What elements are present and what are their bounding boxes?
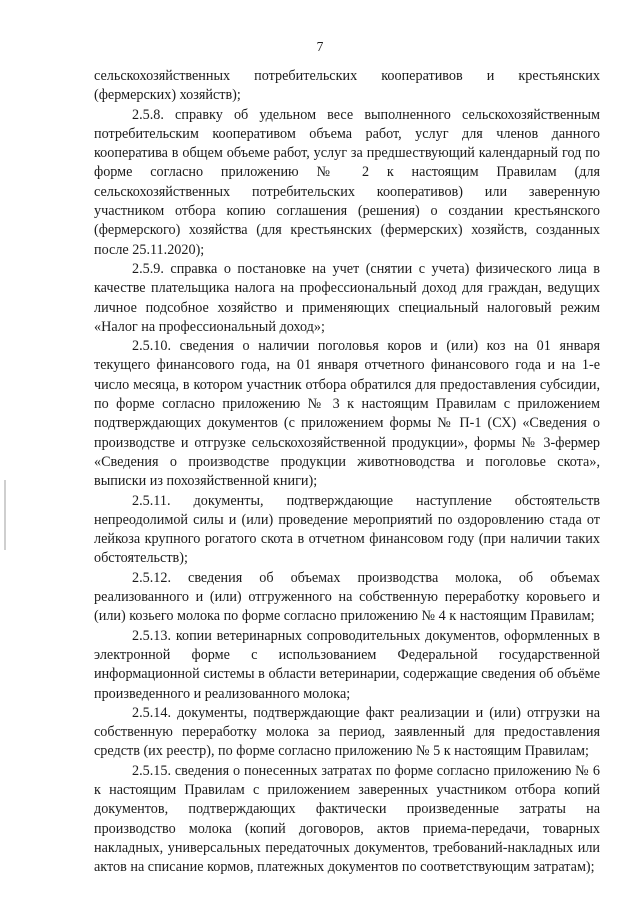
paragraph-2-5-13: 2.5.13. копии ветеринарных сопроводительных документов, оформленных в электронной форме с использованием Федеральной государственной информационной системы в области ветеринарии, содержащие сведения об объёме произведенного и реализованного молока; <box>94 627 600 702</box>
paragraph-2-5-10: 2.5.10. сведения о наличии поголовья коров и (или) коз на 01 января текущего финансового года, на 01 января отчетного финансового года и на 1-е число месяца, в котором участник отбора обратился для предоставления субсидии, по форме согласно приложению № 3 к настоящим Правилам с приложением подтверждающих документов (с приложением формы № П-1 (СХ) «Сведения о производстве и отгрузке сельскохозяйственной продукции», формы № 3-фермер «Сведения о производстве продукции животноводства и поголовье скота», выписки из похозяйственной книги); <box>94 338 600 490</box>
document-body <box>94 67 600 877</box>
page-number: 7 <box>316 39 324 54</box>
paragraph-2-5-15: 2.5.15. сведения о понесенных затратах по форме согласно приложению № 6 к настоящим Правилам с приложением заверенных участником отбора копий документов, подтверждающих фактически произведенные затраты на производство молока (копий договоров, актов приема-передачи, товарных накладных, универсальных передаточных документов, требований-накладных или актов на списание кормов, платежных документов по соответствующим затратам); <box>94 762 600 876</box>
paragraph-2-5-9: 2.5.9. справка о постановке на учет (снятии с учета) физического лица в качестве плательщика налога на профессиональный доход для граждан, ведущих личное подсобное хозяйство и применяющих специальный налоговый режим «Налог на профессиональный доход»; <box>94 260 600 335</box>
paragraph-2-5-8: 2.5.8. справку об удельном весе выполненного сельскохозяйственным потребительским кооперативом объема работ, услуг для членов данного кооператива в общем объеме работ, услуг за предшествующий календарный год по форме согласно приложению № 2 к настоящим Правилам (для сельскохозяйственных потребительских кооперативов) или заверенную участником отбора копию соглашения (решения) о создании крестьянского (фермерского) хозяйства (для крестьянских (фермерских) хозяйств, созданных после 25.11.2020); <box>94 106 600 258</box>
paragraph-continuation: сельскохозяйственных потребительских кооперативов и крестьянских (фермерских) хозяйств); <box>94 68 600 104</box>
paragraph-2-5-12: 2.5.12. сведения об объемах производства молока, об объемах реализованного и (или) отгруженного на собственную переработку коровьего и (или) козьего молока по форме согласно приложению № 4 к настоящим Правилам; <box>94 569 600 625</box>
paragraph-2-5-11: 2.5.11. документы, подтверждающие наступление обстоятельств непреодолимой силы и (или) проведение мероприятий по оздоровлению стада от лейкоза крупного рогатого скота в отчетном финансовом году (при наличии таких обстоятельств); <box>94 492 600 567</box>
scan-margin-mark <box>4 480 6 550</box>
paragraph-2-5-14: 2.5.14. документы, подтверждающие факт реализации и (или) отгрузки на собственную переработку молока за период, заявленный для предоставления средств (их реестр), по форме согласно приложению № 5 к настоящим Правилам; <box>94 704 600 760</box>
